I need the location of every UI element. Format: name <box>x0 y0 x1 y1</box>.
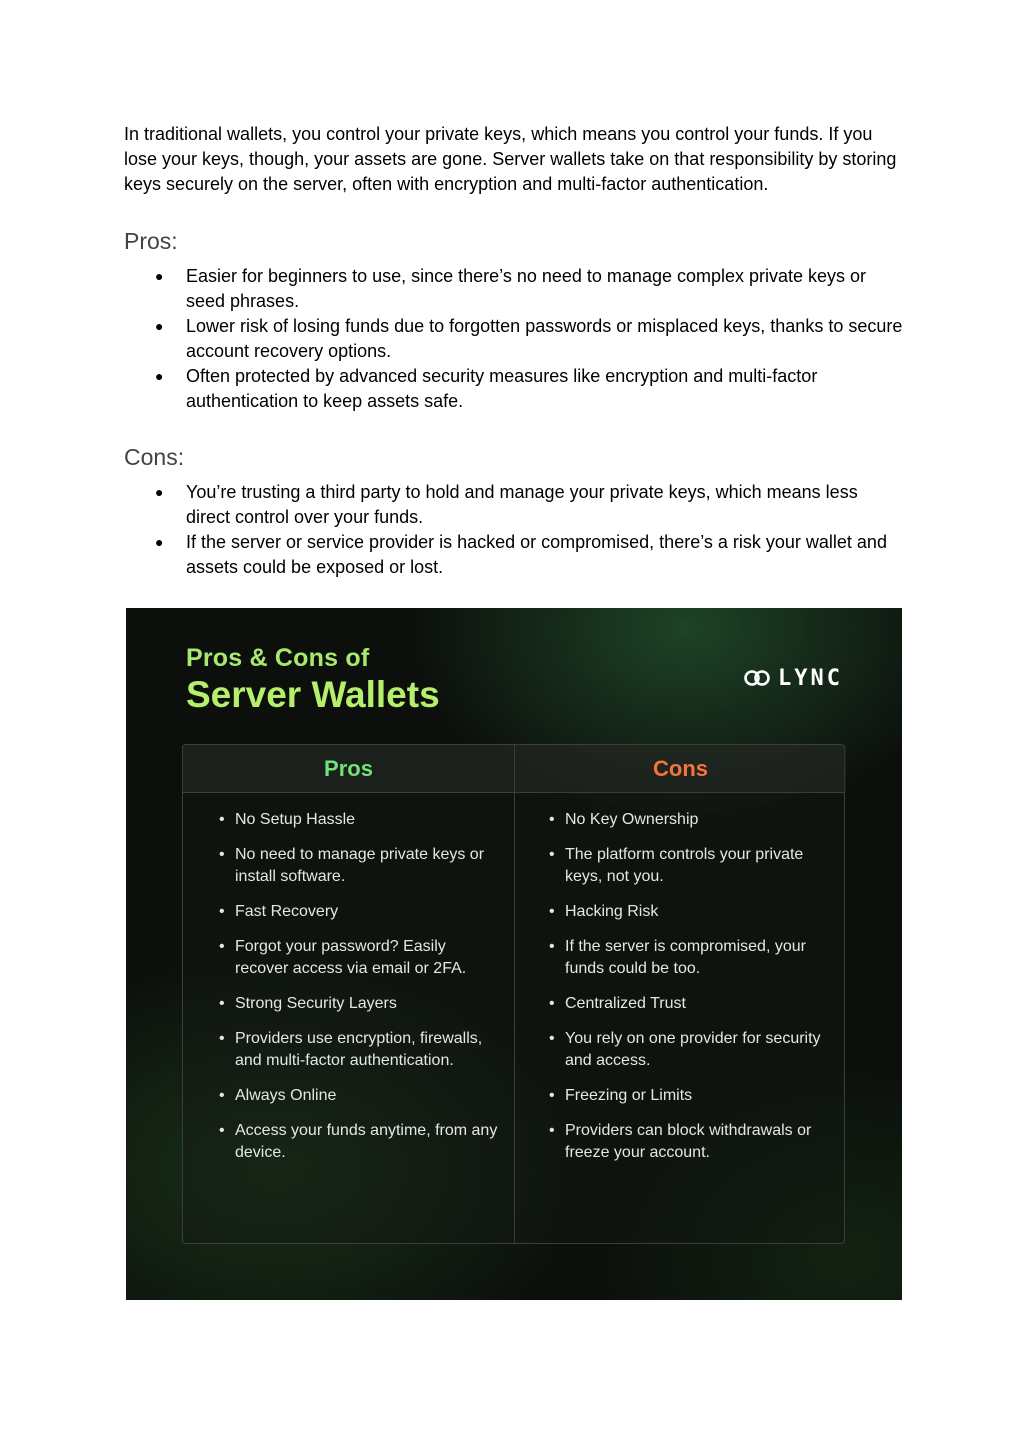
pros-column <box>219 809 499 1177</box>
list-item: • Access your funds anytime, from any device. <box>219 1122 498 1161</box>
pros-list <box>124 264 904 414</box>
bullet-icon: ● <box>155 318 164 334</box>
list-item: ● Often protected by advanced security measures like encryption and multi-factor authentication to keep assets safe. <box>155 366 818 411</box>
list-item: ● You’re trusting a third party to hold and manage your private keys, which means less direct control over your funds. <box>155 482 858 527</box>
header-divider <box>183 792 844 793</box>
infinity-logo-icon <box>744 669 770 687</box>
bullet-icon: • <box>219 1087 225 1104</box>
list-item: • No need to manage private keys or install software. <box>219 846 485 885</box>
bullet-icon: • <box>549 1087 555 1104</box>
cons-heading: Cons: <box>124 444 185 470</box>
list-item: ● Lower risk of losing funds due to forgotten passwords or misplaced keys, thanks to secure account recovery options. <box>155 316 903 361</box>
bullet-icon: • <box>219 903 225 920</box>
bullet-icon: • <box>549 1122 555 1139</box>
list-item: • Centralized Trust <box>549 993 829 1015</box>
list-item: • Providers use encryption, firewalls, and multi-factor authentication. <box>219 1030 483 1069</box>
list-item: • Freezing or Limits <box>549 1085 829 1107</box>
list-item: ● Easier for beginners to use, since there’s no need to manage complex private keys or seed phrases. <box>155 266 867 311</box>
comparison-table <box>182 744 845 1244</box>
list-item: • No Key Ownership <box>549 809 829 831</box>
list-item: • No Setup Hassle <box>219 809 499 831</box>
list-item: • You rely on one provider for security and access. <box>549 1030 821 1069</box>
bullet-icon: ● <box>155 268 164 284</box>
list-item: • The platform controls your private keys, not you. <box>549 846 804 885</box>
cons-list <box>124 480 904 580</box>
bullet-icon: • <box>549 995 555 1012</box>
pros-cons-infographic <box>126 608 902 1300</box>
list-item: • Fast Recovery <box>219 901 499 923</box>
bullet-icon: • <box>549 903 555 920</box>
list-item: • Hacking Risk <box>549 901 829 923</box>
column-divider <box>514 745 515 1243</box>
bullet-icon: • <box>219 995 225 1012</box>
bullet-icon: • <box>549 846 555 863</box>
infographic-title: Server Wallets <box>186 674 440 715</box>
bullet-icon: • <box>549 1030 555 1047</box>
list-item: • Always Online <box>219 1085 499 1107</box>
logo-text: LYNC <box>778 665 843 691</box>
list-item: • If the server is compromised, your funds could be too. <box>549 938 806 977</box>
pros-heading: Pros: <box>124 228 178 254</box>
list-item: • Forgot your password? Easily recover access via email or 2FA. <box>219 938 467 977</box>
bullet-icon: • <box>549 938 555 955</box>
bullet-icon: • <box>219 811 225 828</box>
pros-column-header: Pros <box>183 745 514 792</box>
cons-column-header: Cons <box>515 745 846 792</box>
bullet-icon: ● <box>155 534 164 550</box>
bullet-icon: ● <box>155 484 164 500</box>
infographic-subtitle: Pros & Cons of <box>186 644 370 672</box>
bullet-icon: • <box>219 846 225 863</box>
list-item: ● If the server or service provider is hacked or compromised, there’s a risk your wallet and assets could be exposed or lost. <box>155 532 887 577</box>
lync-logo <box>744 666 843 690</box>
list-item: • Strong Security Layers <box>219 993 499 1015</box>
bullet-icon: • <box>219 938 225 955</box>
bullet-icon: ● <box>155 368 164 384</box>
bullet-icon: • <box>219 1030 225 1047</box>
bullet-icon: • <box>219 1122 225 1139</box>
intro-paragraph: In traditional wallets, you control your private keys, which means you control your funds. If you lose your keys, though, your assets are gone. Server wallets take on that responsibility by storing keys securely on the server, often with encryption and multi-factor authentication. <box>124 124 897 194</box>
cons-column <box>549 809 829 1177</box>
list-item: • Providers can block withdrawals or freeze your account. <box>549 1122 812 1161</box>
bullet-icon: • <box>549 811 555 828</box>
